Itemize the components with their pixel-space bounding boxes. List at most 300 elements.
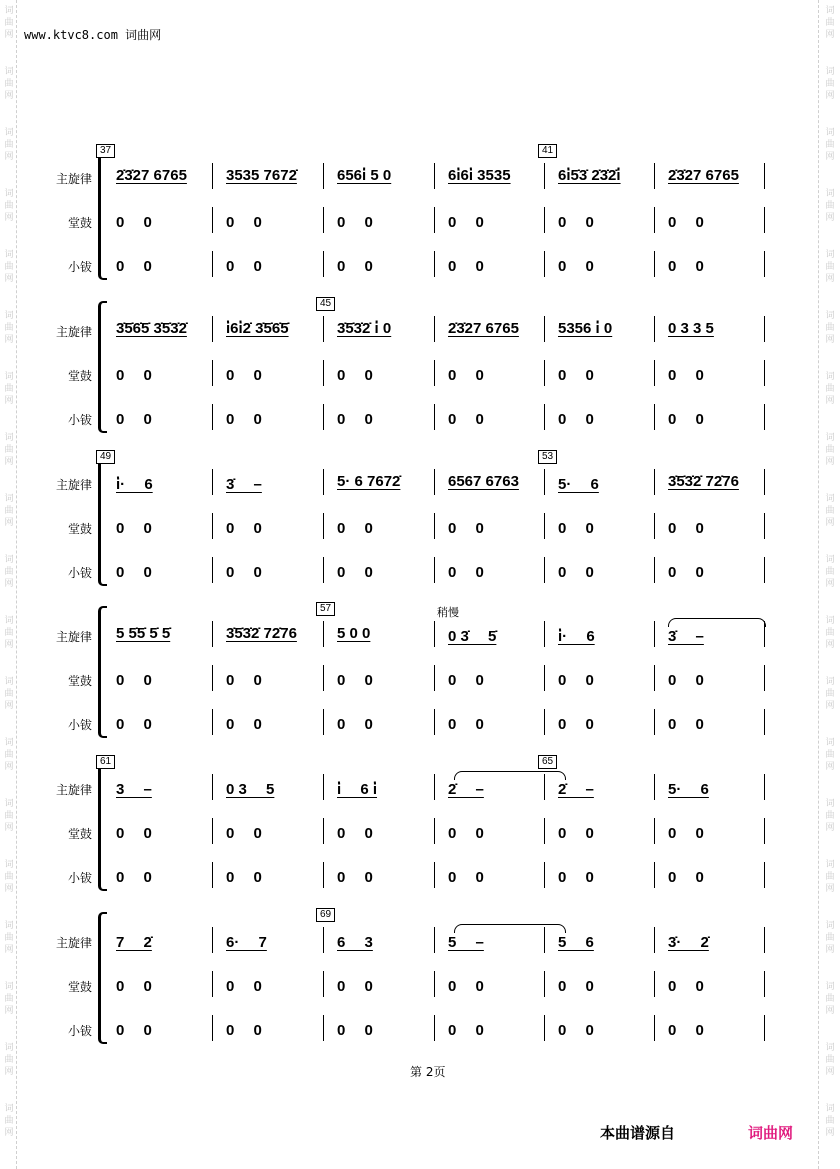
cymbal-measure: 0 0: [116, 716, 152, 733]
barline: [764, 360, 765, 386]
tanggu-measure: 0 0: [448, 367, 484, 384]
watermark-char: 曲: [4, 994, 14, 1004]
barline: [323, 469, 324, 495]
measure-number: 49: [96, 450, 115, 464]
tanggu-measure: 0 0: [337, 520, 373, 537]
part-label: 小钹: [67, 718, 92, 732]
barline: [654, 709, 655, 735]
watermark-char: 网: [825, 91, 835, 101]
melody-measure: 6i̇5̇3̇ 2̇3̇2̇i̇: [558, 167, 621, 184]
watermark-char: 曲: [4, 872, 14, 882]
watermark-char: 曲: [825, 994, 835, 1004]
barline: [434, 360, 435, 386]
cymbal-measure: 0 0: [448, 258, 484, 275]
cymbal-measure: 0 0: [448, 869, 484, 886]
melody-measure: 5· 6: [558, 476, 599, 493]
barline: [434, 818, 435, 844]
watermark-char: 曲: [4, 262, 14, 272]
barline: [434, 665, 435, 691]
watermark-char: 曲: [825, 79, 835, 89]
barline: [323, 251, 324, 277]
tanggu-measure: 0 0: [448, 214, 484, 231]
cymbal-measure: 0 0: [558, 1022, 594, 1039]
barline: [434, 557, 435, 583]
watermark-char: 曲: [4, 79, 14, 89]
tanggu-measure: 0 0: [558, 672, 594, 689]
measure-number: 45: [316, 297, 335, 311]
barline: [212, 1015, 213, 1041]
watermark-char: 网: [4, 213, 14, 223]
tanggu-measure: 0 0: [226, 520, 262, 537]
watermark-char: 曲: [825, 262, 835, 272]
cymbal-measure: 0 0: [668, 1022, 704, 1039]
cymbal-measure: 0 0: [116, 258, 152, 275]
part-label: 主旋律: [55, 478, 92, 492]
watermark-char: 词: [825, 189, 835, 199]
barline: [544, 1015, 545, 1041]
watermark-char: 网: [825, 945, 835, 955]
tanggu-measure: 0 0: [226, 367, 262, 384]
watermark-char: 网: [4, 518, 14, 528]
watermark-char: 网: [825, 152, 835, 162]
melody-measure: i̇· 6: [116, 476, 153, 493]
watermark-char: 词: [825, 1043, 835, 1053]
barline: [764, 251, 765, 277]
barline: [434, 1015, 435, 1041]
system-brace: [98, 148, 107, 280]
cymbal-measure: 0 0: [558, 411, 594, 428]
barline: [764, 404, 765, 430]
watermark-char: 词: [825, 738, 835, 748]
melody-measure: 3̇5̇3̇2̇ 72̇76: [668, 473, 739, 490]
barline: [323, 316, 324, 342]
melody-measure: 0 3 3 5: [668, 320, 714, 337]
tie-arc: [668, 618, 766, 627]
barline: [434, 862, 435, 888]
melody-measure: i̇ 6 i̇: [337, 781, 378, 798]
watermark-char: 曲: [825, 750, 835, 760]
watermark-char: 词: [4, 921, 14, 931]
watermark-char: 网: [825, 213, 835, 223]
watermark-char: 网: [825, 640, 835, 650]
barline: [323, 360, 324, 386]
tanggu-measure: 0 0: [668, 214, 704, 231]
melody-measure: 5 5̇5̇ 5̇ 5̇: [116, 625, 171, 642]
tie-arc: [454, 771, 566, 780]
barline: [212, 927, 213, 953]
barline: [654, 251, 655, 277]
tanggu-measure: 0 0: [337, 978, 373, 995]
barline: [434, 513, 435, 539]
barline: [764, 709, 765, 735]
barline: [212, 251, 213, 277]
tanggu-measure: 0 0: [558, 214, 594, 231]
watermark-char: 网: [4, 1006, 14, 1016]
barline: [654, 971, 655, 997]
melody-measure: 2̇ –: [448, 781, 484, 798]
watermark-char: 词: [4, 6, 14, 16]
cymbal-measure: 0 0: [668, 411, 704, 428]
tempo-annotation: 稍慢: [437, 606, 459, 619]
barline: [434, 163, 435, 189]
watermark-char: 曲: [825, 140, 835, 150]
watermark-char: 词: [825, 982, 835, 992]
measure-number: 65: [538, 755, 557, 769]
barline: [544, 163, 545, 189]
melody-measure: 5 6: [558, 934, 594, 951]
watermark-char: 词: [825, 860, 835, 870]
measure-number: 57: [316, 602, 335, 616]
part-label: 堂鼓: [67, 522, 92, 536]
watermark-char: 曲: [4, 567, 14, 577]
watermark-char: 曲: [4, 323, 14, 333]
watermark-char: 词: [825, 921, 835, 931]
watermark-char: 词: [825, 128, 835, 138]
melody-measure: 0 3 5: [226, 781, 275, 798]
part-label: 堂鼓: [67, 216, 92, 230]
site-url[interactable]: www.ktvc8.com 词曲网: [24, 28, 162, 42]
watermark-char: 曲: [825, 689, 835, 699]
barline: [654, 665, 655, 691]
cymbal-measure: 0 0: [668, 564, 704, 581]
watermark-char: 网: [4, 579, 14, 589]
watermark-char: 曲: [825, 384, 835, 394]
watermark-char: 网: [4, 640, 14, 650]
barline: [544, 469, 545, 495]
cymbal-measure: 0 0: [337, 411, 373, 428]
barline: [764, 316, 765, 342]
barline: [654, 818, 655, 844]
barline: [434, 709, 435, 735]
barline: [764, 862, 765, 888]
cymbal-measure: 0 0: [337, 258, 373, 275]
watermark-char: 网: [4, 701, 14, 711]
barline: [764, 163, 765, 189]
barline: [323, 665, 324, 691]
barline: [212, 404, 213, 430]
barline: [654, 862, 655, 888]
part-label: 堂鼓: [67, 674, 92, 688]
barline: [764, 469, 765, 495]
melody-measure: 3̇5̇3̇2̇ i̇ 0: [337, 320, 392, 337]
tanggu-measure: 0 0: [337, 214, 373, 231]
barline: [323, 1015, 324, 1041]
barline: [212, 207, 213, 233]
watermark-char: 词: [825, 67, 835, 77]
tanggu-measure: 0 0: [226, 978, 262, 995]
tanggu-measure: 0 0: [558, 367, 594, 384]
watermark-char: 网: [4, 152, 14, 162]
barline: [323, 862, 324, 888]
cymbal-measure: 0 0: [337, 564, 373, 581]
measure-number: 61: [96, 755, 115, 769]
source-label: 本曲谱源自: [600, 1124, 676, 1142]
watermark-char: 网: [4, 823, 14, 833]
watermark-char: 词: [4, 1104, 14, 1114]
part-label: 主旋律: [55, 325, 92, 339]
melody-measure: 6· 7: [226, 934, 267, 951]
barline: [764, 818, 765, 844]
tanggu-measure: 0 0: [226, 825, 262, 842]
barline: [323, 774, 324, 800]
watermark-char: 曲: [825, 872, 835, 882]
watermark-char: 词: [4, 311, 14, 321]
watermark-char: 网: [4, 945, 14, 955]
watermark-char: 词: [4, 250, 14, 260]
barline: [434, 316, 435, 342]
tanggu-measure: 0 0: [558, 978, 594, 995]
barline: [764, 665, 765, 691]
tanggu-measure: 0 0: [668, 367, 704, 384]
tanggu-measure: 0 0: [668, 520, 704, 537]
barline: [212, 316, 213, 342]
part-label: 主旋律: [55, 936, 92, 950]
watermark-char: 词: [825, 555, 835, 565]
melody-measure: 3̇· 2̇: [668, 934, 709, 951]
watermark-char: 网: [4, 884, 14, 894]
melody-measure: 3̇ –: [226, 476, 262, 493]
watermark-char: 曲: [4, 1116, 14, 1126]
watermark-char: 网: [825, 762, 835, 772]
melody-measure: 6i̇6i̇ 3535: [448, 167, 511, 184]
watermark-char: 网: [4, 91, 14, 101]
barline: [764, 513, 765, 539]
watermark-char: 词: [825, 372, 835, 382]
barline: [654, 163, 655, 189]
cymbal-measure: 0 0: [226, 258, 262, 275]
barline: [544, 251, 545, 277]
watermark-char: 网: [825, 335, 835, 345]
tanggu-measure: 0 0: [116, 367, 152, 384]
watermark-char: 网: [825, 701, 835, 711]
watermark-char: 曲: [825, 811, 835, 821]
melody-measure: 656i̇ 5 0: [337, 167, 392, 184]
right-edge-line: [818, 0, 819, 1169]
barline: [323, 818, 324, 844]
tanggu-measure: 0 0: [337, 672, 373, 689]
melody-measure: 3̇ –: [668, 628, 704, 645]
barline: [544, 360, 545, 386]
cymbal-measure: 0 0: [337, 1022, 373, 1039]
watermark-char: 网: [4, 762, 14, 772]
cymbal-measure: 0 0: [226, 869, 262, 886]
cymbal-measure: 0 0: [558, 564, 594, 581]
melody-measure: i̇6i̇2̇ 3̇5̇6̇5̇: [226, 320, 289, 337]
tanggu-measure: 0 0: [116, 520, 152, 537]
watermark-char: 曲: [825, 201, 835, 211]
watermark-char: 曲: [4, 933, 14, 943]
watermark-char: 网: [825, 396, 835, 406]
tanggu-measure: 0 0: [116, 672, 152, 689]
system-brace: [98, 606, 107, 738]
cymbal-measure: 0 0: [226, 564, 262, 581]
watermark-char: 词: [4, 616, 14, 626]
tie-arc: [454, 924, 566, 933]
watermark-char: 网: [825, 457, 835, 467]
melody-measure: 3̇5̇3̇2̇ 72̇76: [226, 625, 297, 642]
watermark-char: 曲: [4, 18, 14, 28]
watermark-char: 网: [4, 30, 14, 40]
barline: [323, 513, 324, 539]
barline: [212, 709, 213, 735]
barline: [544, 818, 545, 844]
system-brace: [98, 912, 107, 1044]
barline: [654, 1015, 655, 1041]
barline: [212, 818, 213, 844]
system-brace: [98, 454, 107, 586]
watermark-char: 词: [4, 982, 14, 992]
barline: [323, 971, 324, 997]
barline: [434, 927, 435, 953]
barline: [654, 207, 655, 233]
barline: [654, 316, 655, 342]
barline: [323, 163, 324, 189]
barline: [323, 709, 324, 735]
melody-measure: 2̇ –: [558, 781, 594, 798]
watermark-char: 曲: [4, 201, 14, 211]
watermark-char: 网: [4, 457, 14, 467]
cymbal-measure: 0 0: [226, 1022, 262, 1039]
watermark-char: 词: [4, 860, 14, 870]
watermark-char: 曲: [825, 1116, 835, 1126]
watermark-char: 词: [825, 799, 835, 809]
tanggu-measure: 0 0: [226, 672, 262, 689]
watermark-char: 曲: [825, 18, 835, 28]
barline: [544, 513, 545, 539]
barline: [544, 557, 545, 583]
watermark-char: 词: [4, 555, 14, 565]
watermark-char: 词: [4, 67, 14, 77]
melody-measure: 3 –: [116, 781, 152, 798]
barline: [212, 774, 213, 800]
watermark-char: 网: [825, 1128, 835, 1138]
watermark-char: 曲: [4, 140, 14, 150]
melody-measure: 0 3̇ 5̇: [448, 628, 497, 645]
watermark-char: 网: [825, 274, 835, 284]
melody-measure: 6 3: [337, 934, 373, 951]
watermark-char: 词: [4, 189, 14, 199]
part-label: 小钹: [67, 1024, 92, 1038]
tanggu-measure: 0 0: [116, 825, 152, 842]
part-label: 主旋律: [55, 783, 92, 797]
watermark-char: 曲: [825, 323, 835, 333]
barline: [212, 513, 213, 539]
page-number: 第 2页: [410, 1065, 446, 1079]
part-label: 小钹: [67, 566, 92, 580]
barline: [212, 469, 213, 495]
barline: [212, 360, 213, 386]
watermark-char: 曲: [825, 567, 835, 577]
watermark-char: 网: [4, 1067, 14, 1077]
part-label: 堂鼓: [67, 980, 92, 994]
barline: [764, 927, 765, 953]
watermark-char: 词: [4, 372, 14, 382]
watermark-char: 词: [825, 311, 835, 321]
watermark-char: 曲: [825, 445, 835, 455]
melody-measure: 7 2̇: [116, 934, 152, 951]
melody-measure: 2̇3̇27 6765: [116, 167, 187, 184]
cymbal-measure: 0 0: [226, 716, 262, 733]
barline: [764, 971, 765, 997]
watermark-char: 网: [825, 884, 835, 894]
barline: [323, 207, 324, 233]
tanggu-measure: 0 0: [558, 825, 594, 842]
watermark-char: 词: [825, 677, 835, 687]
barline: [654, 513, 655, 539]
part-label: 主旋律: [55, 172, 92, 186]
barline: [323, 621, 324, 647]
barline: [654, 557, 655, 583]
cymbal-measure: 0 0: [226, 411, 262, 428]
watermark-char: 曲: [4, 750, 14, 760]
barline: [323, 557, 324, 583]
barline: [654, 927, 655, 953]
barline: [434, 774, 435, 800]
watermark-char: 曲: [4, 689, 14, 699]
tanggu-measure: 0 0: [226, 214, 262, 231]
cymbal-measure: 0 0: [116, 564, 152, 581]
part-label: 主旋律: [55, 630, 92, 644]
barline: [212, 621, 213, 647]
part-label: 堂鼓: [67, 369, 92, 383]
barline: [764, 207, 765, 233]
watermark-char: 网: [825, 1006, 835, 1016]
watermark-char: 词: [825, 616, 835, 626]
melody-measure: 5· 6 7672̇: [337, 473, 401, 490]
cymbal-measure: 0 0: [448, 411, 484, 428]
watermark-char: 词: [4, 677, 14, 687]
barline: [544, 404, 545, 430]
cymbal-measure: 0 0: [337, 869, 373, 886]
system-brace: [98, 759, 107, 891]
melody-measure: 3535 7672̇: [226, 167, 297, 184]
tanggu-measure: 0 0: [668, 825, 704, 842]
watermark-char: 曲: [4, 384, 14, 394]
watermark-char: 曲: [825, 628, 835, 638]
melody-measure: 5356 i̇ 0: [558, 320, 613, 337]
brand-link[interactable]: 词曲网: [748, 1124, 794, 1142]
watermark-char: 网: [825, 579, 835, 589]
barline: [212, 557, 213, 583]
barline: [212, 665, 213, 691]
tanggu-measure: 0 0: [116, 978, 152, 995]
barline: [323, 927, 324, 953]
barline: [212, 163, 213, 189]
tanggu-measure: 0 0: [558, 520, 594, 537]
watermark-char: 网: [4, 1128, 14, 1138]
barline: [544, 665, 545, 691]
measure-number: 69: [316, 908, 335, 922]
cymbal-measure: 0 0: [116, 411, 152, 428]
cymbal-measure: 0 0: [448, 1022, 484, 1039]
barline: [544, 862, 545, 888]
watermark-char: 网: [4, 274, 14, 284]
barline: [544, 621, 545, 647]
measure-number: 41: [538, 144, 557, 158]
watermark-char: 词: [825, 250, 835, 260]
cymbal-measure: 0 0: [116, 1022, 152, 1039]
watermark-char: 词: [4, 433, 14, 443]
barline: [764, 1015, 765, 1041]
barline: [323, 404, 324, 430]
watermark-char: 网: [4, 335, 14, 345]
barline: [434, 971, 435, 997]
barline: [544, 316, 545, 342]
barline: [764, 557, 765, 583]
watermark-char: 词: [4, 128, 14, 138]
cymbal-measure: 0 0: [668, 716, 704, 733]
tanggu-measure: 0 0: [448, 672, 484, 689]
